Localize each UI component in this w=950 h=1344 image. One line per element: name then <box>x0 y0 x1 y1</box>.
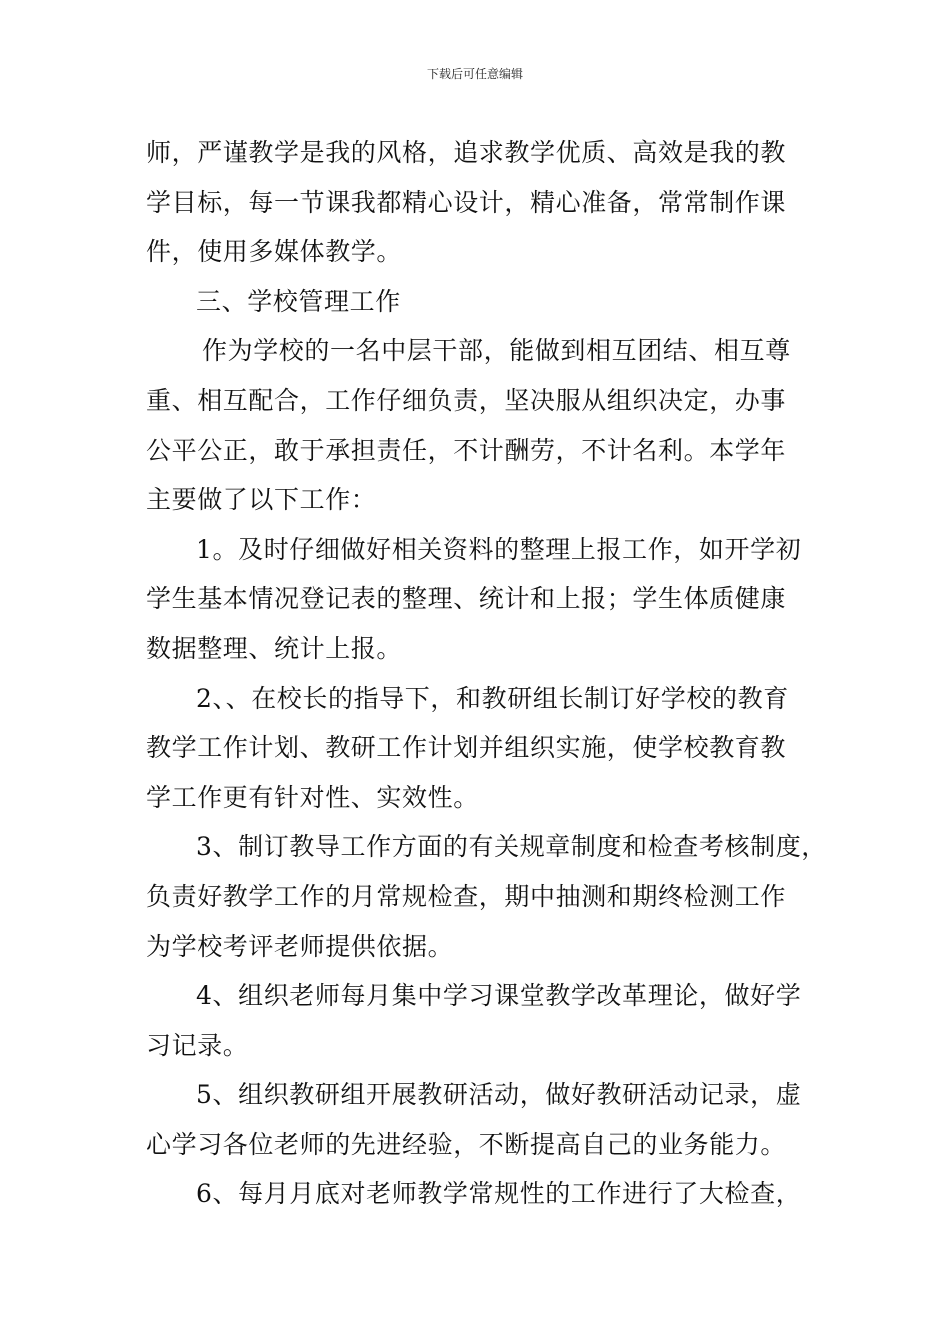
text-line: 学目标，每一节课我都精心设计，精心准备，常常制作课 <box>146 187 787 217</box>
text-line: 为学校考评老师提供依据。 <box>146 931 454 961</box>
text-line: 公平公正，敢于承担责任，不计酬劳，不计名利。本学年 <box>146 435 787 465</box>
text-line: 重、相互配合，工作仔细负责，坚决服从组织决定，办事 <box>146 385 787 415</box>
list-item-start: 6、每月月底对老师教学常规性的工作进行了大检查， <box>196 1179 802 1209</box>
list-item-start: 1。及时仔细做好相关资料的整理上报工作，如开学初 <box>196 534 802 564</box>
text-line: 主要做了以下工作： <box>146 485 377 515</box>
text-line: 习记录。 <box>146 1030 249 1060</box>
text-line: 学生基本情况登记表的整理、统计和上报；学生体质健康 <box>146 584 787 614</box>
list-item-start: 5、组织教研组开展教研活动，做好教研活动记录，虚 <box>196 1080 802 1110</box>
document-body <box>146 128 826 1219</box>
list-item-start: 4、组织老师每月集中学习课堂教学改革理论，做好学 <box>196 981 802 1011</box>
list-item-start: 3、制订教导工作方面的有关规章制度和检查考核制度， <box>196 832 827 862</box>
text-line: 学工作更有针对性、实效性。 <box>146 782 479 812</box>
list-item-start: 2、、在校长的指导下，和教研组长制订好学校的教育 <box>196 683 789 713</box>
text-line: 心学习各位老师的先进经验，不断提高自己的业务能力。 <box>146 1129 787 1159</box>
text-line: 教学工作计划、教研工作计划并组织实施，使学校教育教 <box>146 733 787 763</box>
text-line: 数据整理、统计上报。 <box>146 633 403 663</box>
text-line: 作为学校的一名中层干部，能做到相互团结、相互尊 <box>202 336 791 366</box>
text-line: 师，严谨教学是我的风格，追求教学优质、高效是我的教 <box>146 138 787 167</box>
section-heading: 三、学校管理工作 <box>196 286 401 316</box>
text-line: 件，使用多媒体教学。 <box>146 237 403 267</box>
text-line: 负责好教学工作的月常规检查，期中抽测和期终检测工作 <box>146 881 787 911</box>
page-header: 下载后可任意编辑 <box>426 67 523 81</box>
